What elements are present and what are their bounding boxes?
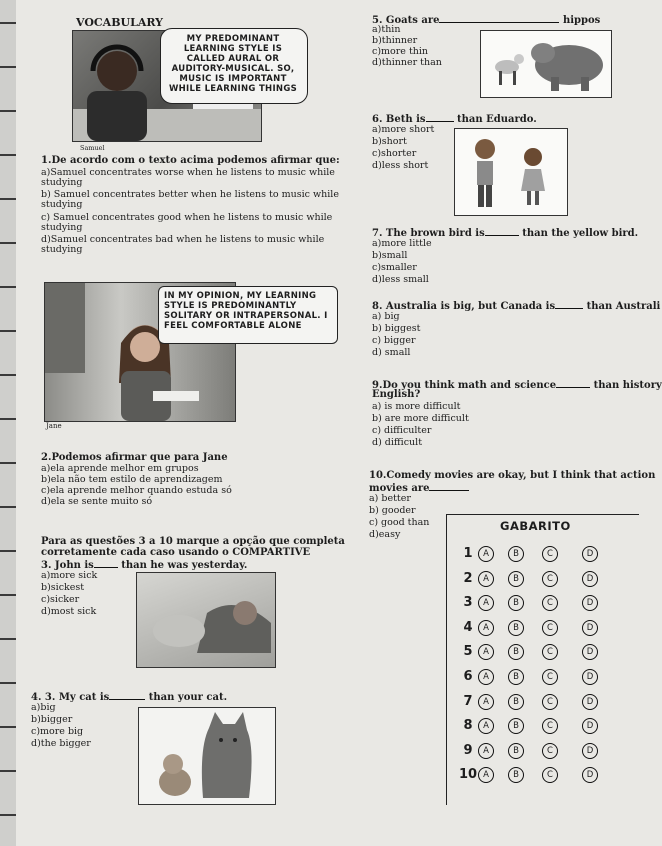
q4-option-b[interactable]: b)bigger [31,714,73,725]
gabarito-bubble-d[interactable]: D [582,694,598,710]
gabarito-bubble-a[interactable]: A [478,767,494,783]
jane-caption: Jane [46,422,62,430]
gabarito-row-number: 5 [463,644,473,660]
goat-hippo-illustration [481,31,611,97]
kids-illustration [455,129,567,215]
gabarito-row-number: 4 [463,619,473,635]
gabarito-bubble-b[interactable]: B [508,595,524,611]
q5-prompt-post: hippos [562,15,601,26]
gabarito-bubble-b[interactable]: B [508,694,524,710]
q10-option-d[interactable]: d)easy [369,529,401,540]
gabarito-bubble-d[interactable]: D [582,767,598,783]
q7-prompt-post: than the yellow bird. [522,228,639,239]
q6-prompt-pre: 6. Beth is [372,114,426,125]
gabarito-row-number: 3 [463,595,473,611]
cats-illustration [139,708,275,804]
gabarito-bubble-b[interactable]: B [508,767,524,783]
gabarito-bubble-d[interactable]: D [582,743,598,759]
q9-option-d[interactable]: d) difficult [372,437,423,448]
q5-prompt-pre: 5. Goats are [372,15,440,26]
q8-option-a[interactable]: a) big [372,311,400,322]
samuel-speech-text: MY PREDOMINANT LEARNING STYLE IS CALLED AURAL OR AUDITORY-MUSICAL. SO, MUSIC IS IMPORTANT WHILE LEARNING THINGS [168,34,298,94]
q7-blank[interactable] [485,226,519,236]
gabarito-bubble-c[interactable]: C [542,694,558,710]
q5-prompt [372,13,600,26]
q3-prompt-pre: 3. John is [41,560,94,571]
gabarito-bubble-a[interactable]: A [478,571,494,587]
gabarito-bubble-c[interactable]: C [542,571,558,587]
q1-option-d-cont: studying [41,244,83,255]
q2-prompt: 2.Podemos afirmar que para Jane [41,452,228,463]
q3-option-a[interactable]: a)more sick [41,570,98,581]
gabarito-bubble-b[interactable]: B [508,620,524,636]
gabarito-bubble-b[interactable]: B [508,546,524,562]
gabarito-bubble-b[interactable]: B [508,743,524,759]
gabarito-bubble-a[interactable]: A [478,718,494,734]
gabarito-bubble-b[interactable]: B [508,571,524,587]
q4-prompt [31,690,227,703]
q3-option-b[interactable]: b)sickest [41,582,85,593]
q6-prompt-post: than Eduardo. [457,114,537,125]
gabarito-row-number: 8 [463,718,473,734]
gabarito-bubble-b[interactable]: B [508,644,524,660]
sick-person-photo [136,572,276,668]
gabarito-row-number: 9 [463,742,473,758]
gabarito-bubble-a[interactable]: A [478,669,494,685]
gabarito-bubble-c[interactable]: C [542,546,558,562]
gabarito-bubble-d[interactable]: D [582,546,598,562]
q10-prompt-line-2-text: movies are [369,483,430,494]
gabarito-bubble-c[interactable]: C [542,718,558,734]
q5-option-c[interactable]: c)more thin [372,46,429,57]
q10-blank[interactable] [429,481,469,491]
gabarito-bubble-c[interactable]: C [542,743,558,759]
gabarito-bubble-d[interactable]: D [582,571,598,587]
q1-option-c-cont: studying [41,222,83,233]
q9-blank[interactable] [556,378,590,388]
q10-option-c[interactable]: c) good than [369,517,430,528]
q10-option-a[interactable]: a) better [369,493,411,504]
gabarito-bubble-a[interactable]: A [478,644,494,660]
gabarito-bubble-b[interactable]: B [508,669,524,685]
gabarito-bubble-d[interactable]: D [582,669,598,685]
q6-option-b[interactable]: b)short [372,136,407,147]
gabarito-bubble-a[interactable]: A [478,595,494,611]
cats-photo [138,707,276,805]
q9-option-c[interactable]: c) difficulter [372,425,432,436]
q8-option-d[interactable]: d) small [372,347,411,358]
samuel-caption: Samuel [80,144,105,152]
gabarito-row-number: 2 [463,570,473,586]
q4-prompt-pre: 4. 3. My cat is [31,692,110,703]
q3-option-c[interactable]: c)sicker [41,594,80,605]
instruction-line-1: Para as questões 3 a 10 marque a opção que completa [41,536,345,547]
q3-prompt-post: than he was yesterday. [121,560,248,571]
q4-option-a[interactable]: a)big [31,702,56,713]
gabarito-bubble-d[interactable]: D [582,620,598,636]
q7-option-b[interactable]: b)small [372,250,408,261]
gabarito-bubble-c[interactable]: C [542,595,558,611]
q1-option-b[interactable]: b) Samuel concentrates better when he listens to music while [41,189,339,200]
spiral-binding [0,0,16,846]
q10-prompt: 10.Comedy movies are okay, but I think that action [369,470,656,481]
gabarito-bubble-c[interactable]: C [542,669,558,685]
q5-option-d[interactable]: d)thinner than [372,57,442,68]
q8-prompt [372,299,660,312]
gabarito-row-number: 6 [463,669,473,684]
q5-blank[interactable] [439,13,559,23]
q7-option-a[interactable]: a)more little [372,238,432,249]
vocabulary-title: VOCABULARY [76,16,164,29]
q2-option-b[interactable]: b)ela não tem estilo de aprendizagem [41,474,223,485]
q8-prompt-pre: 8. Australia is big, but Canada is [372,301,556,312]
q8-option-c[interactable]: c) bigger [372,335,416,346]
q6-option-a[interactable]: a)more short [372,124,435,135]
q5-option-b[interactable]: b)thinner [372,35,418,46]
goat-hippo-photo [480,30,612,98]
q8-blank[interactable] [555,299,583,309]
sick-person-illustration [137,573,275,667]
q7-option-c[interactable]: c)smaller [372,262,417,273]
q9-prompt-line-2: English? [372,389,421,400]
gabarito-bubble-a[interactable]: A [478,694,494,710]
q1-prompt: 1.De acordo com o texto acima podemos afirmar que: [41,155,340,166]
q1-option-c[interactable]: c) Samuel concentrates good when he listens to music while [41,212,333,223]
q9-option-a[interactable]: a) is more difficult [372,401,461,412]
gabarito-bubble-a[interactable]: A [478,620,494,636]
gabarito-bubble-b[interactable]: B [508,718,524,734]
q10-option-b[interactable]: b) gooder [369,505,416,516]
q1-option-b-cont: studying [41,199,83,210]
q3-option-d[interactable]: d)most sick [41,606,97,617]
gabarito-bubble-d[interactable]: D [582,644,598,660]
gabarito-title: GABARITO [500,519,571,533]
gabarito-bubble-c[interactable]: C [542,644,558,660]
q1-option-d[interactable]: d)Samuel concentrates bad when he listens to music while [41,234,325,245]
q8-prompt-post: than Australi [586,301,661,312]
q1-option-a[interactable]: a)Samuel concentrates worse when he listens to music while [41,167,335,178]
q1-option-a-cont: studying [41,177,83,188]
gabarito-bubble-c[interactable]: C [542,620,558,636]
q9-option-b[interactable]: b) are more difficult [372,413,469,424]
gabarito-bubble-a[interactable]: A [478,546,494,562]
q4-prompt-post: than your cat. [148,692,228,703]
q6-option-c[interactable]: c)shorter [372,148,417,159]
q8-option-b[interactable]: b) biggest [372,323,421,334]
q7-prompt-pre: 7. The brown bird is [372,228,485,239]
gabarito-bubble-c[interactable]: C [542,767,558,783]
q4-option-d[interactable]: d)the bigger [31,738,91,749]
q4-option-c[interactable]: c)more big [31,726,84,737]
q5-option-a[interactable]: a)thin [372,24,401,35]
q4-blank[interactable] [109,690,145,700]
instruction-line-2: corretamente cada caso usando o COMPARTIVE [41,547,311,558]
q2-option-d[interactable]: d)ela se sente muito só [41,496,153,507]
q6-option-d[interactable]: d)less short [372,160,429,171]
gabarito-bubble-d[interactable]: D [582,718,598,734]
kids-photo [454,128,568,216]
q3-blank[interactable] [94,558,118,568]
q2-option-a[interactable]: a)ela aprende melhor em grupos [41,463,199,474]
q6-blank[interactable] [426,112,454,122]
gabarito-row-number: 7 [463,693,473,709]
gabarito-bubble-d[interactable]: D [582,595,598,611]
gabarito-row-number: 1 [463,546,473,561]
jane-speech-text: IN MY OPINION, MY LEARNING STYLE IS PREDOMINANTLY SOLITARY OR INTRAPERSONAL. I FEEL COMFORTABLE ALONE [164,291,328,331]
q7-option-d[interactable]: d)less small [372,274,429,285]
q9-prompt-post: than history [593,380,662,391]
gabarito-bubble-a[interactable]: A [478,743,494,759]
q9-prompt-pre: 9.Do you think math and science [372,380,557,391]
gabarito-row-number: 10 [458,767,478,783]
q2-option-c[interactable]: c)ela aprende melhor quando estuda só [41,485,232,496]
